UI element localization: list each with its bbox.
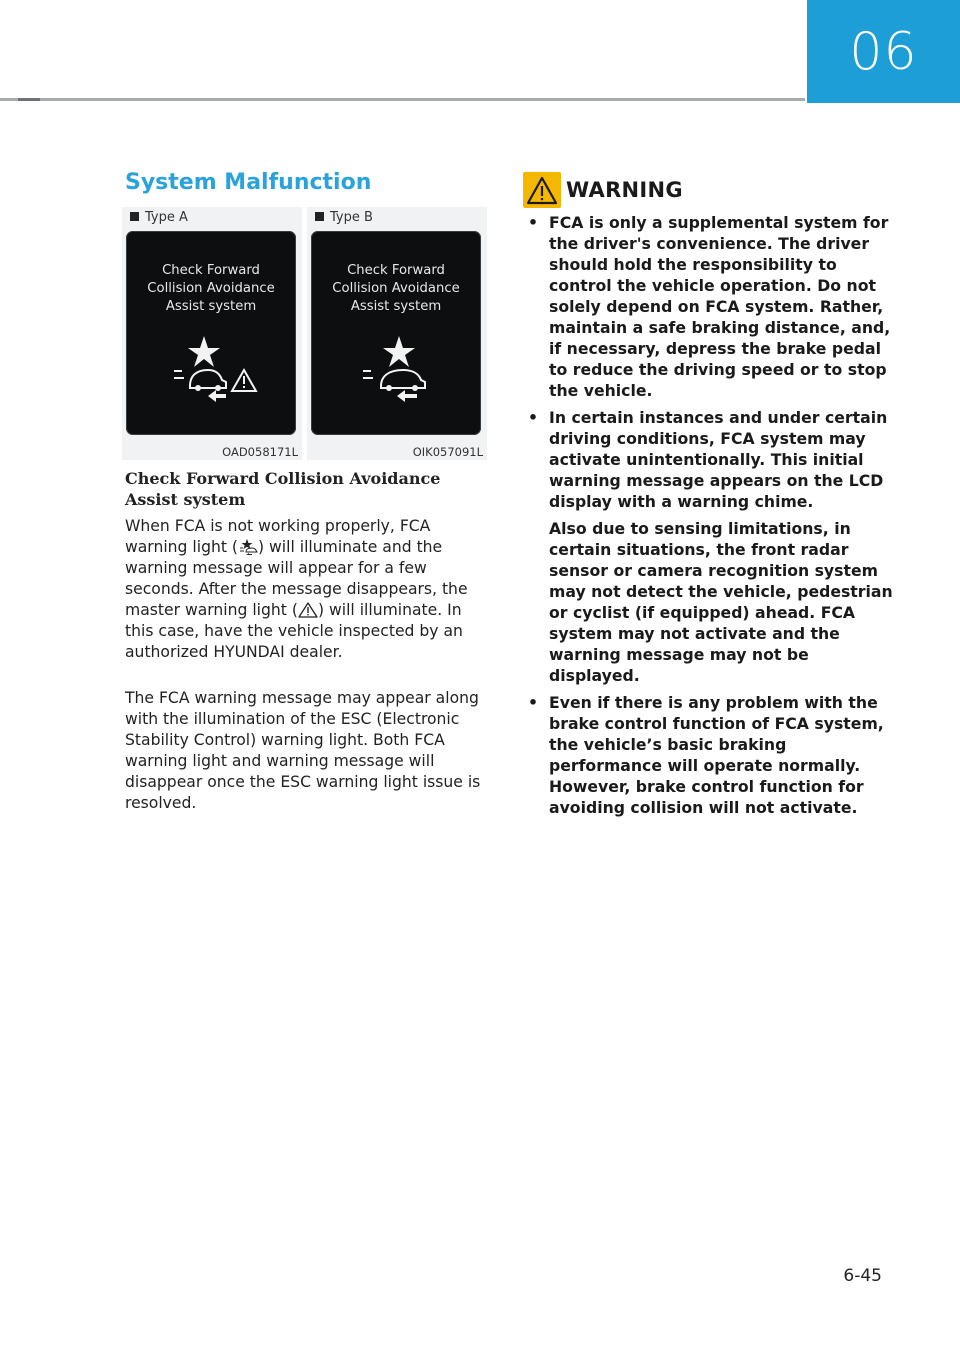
warning-item: • Even if there is any problem with the brake control function of FCA system, the vehicle’s basic braking performance will operate normally. However, brake control function for avoiding collision will not activate. [528, 693, 884, 817]
section-title: System Malfunction [125, 170, 372, 195]
paragraph-fca-malfunction: When FCA is not working properly, FCA warning light ( ) will illuminate and the warning message will appear for a few seconds. After the message disappears, the master warning light ( ) will illuminate. In this case, have the vehicle inspected by an authorized HYUNDAI dealer. [125, 517, 468, 661]
square-bullet-icon [130, 212, 139, 221]
lcd-message: Check Forward Collision Avoidance Assist system [332, 263, 460, 314]
header-rule-accent [18, 98, 40, 101]
figure-code: OIK057091L [412, 445, 483, 459]
lcd-display [311, 231, 481, 435]
chapter-tab: 06 [807, 0, 960, 103]
figure-type-b [307, 207, 487, 460]
figure-code: OAD058171L [222, 445, 298, 459]
warning-triangle-icon [523, 172, 561, 208]
paragraph-esc: The FCA warning message may appear along with the illumination of the ESC (Electronic Stability Control) warning light. Both FCA warning light and warning message will disappear once the ESC warning light issue is resolved. [125, 689, 481, 812]
figure-type-a [122, 207, 302, 460]
header-rule [0, 98, 805, 101]
warning-title: WARNING [566, 178, 683, 202]
warning-item: • FCA is only a supplemental system for the driver's convenience. The driver should hold the responsibility to control the vehicle operation. Do not solely depend on FCA system. Rather, maintain a safe braking distance, and, if necessary, depress the brake pedal to reduce the driving speed or to stop the vehicle. [528, 213, 891, 400]
figure-type-label: Type B [315, 210, 373, 225]
master-warning-light-icon [298, 602, 318, 618]
figure-type-label: Type A [130, 210, 188, 225]
subheading: Check Forward Collision Avoidance Assist system [125, 469, 441, 509]
square-bullet-icon [315, 212, 324, 221]
warning-item: • In certain instances and under certain driving conditions, FCA system may activate unintentionally. This initial warning message appears on the LCD display with a warning chime. Also due to sensing limitations, in certain situations, the front radar sensor or camera recognition system may not detect the vehicle, pedestrian or cyclist (if equipped) ahead. FCA system may not activate and the warning message may not be displayed. [528, 408, 893, 685]
warning-list [523, 212, 893, 824]
lcd-display [126, 231, 296, 435]
fca-warning-icon [349, 334, 449, 404]
page-number: 6-45 [843, 1266, 882, 1286]
lcd-message: Check Forward Collision Avoidance Assist system [147, 263, 275, 314]
fca-warning-icon [164, 334, 264, 404]
warning-item-sub: Also due to sensing limitations, in certain situations, the front radar sensor or camera recognition system may not detect the vehicle, pedestrian or cyclist (if equipped) ahead. FCA system may not activate and the warning message may not be displayed. [549, 519, 893, 685]
fca-warning-light-icon [238, 539, 258, 555]
